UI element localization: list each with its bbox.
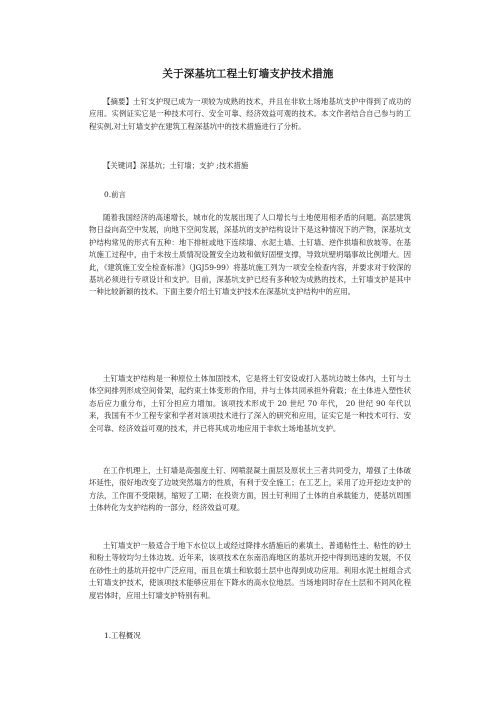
document-title: 关于深基坑工程土钉墙支护技术措施 [162,68,334,80]
body-paragraph: 随着我国经济的高速增长，城市化的发展出现了人口增长与土地使用相矛盾的问题。高层建筑物日益向高空中发展，向地下空间发展，深基坑的支护结构设计下是这种情况下的产物，深基坑支护结构常见的形式有五种：地下排桩或地下连续墙、水泥土墙、土钉墙、逆作拱墙和放坡等。在基坑施工过程中，由于未按土质情况设置安全边坡和做好固壁支撑，导致坑壁坍塌事故比例增大。因此，《建筑施工安全检查标准》（JGJ59-99）将基坑施工列为一项安全检查内容，并要求对于较深的基坑必须进行专项设计和支护。目前，深基坑支护已经有多种较为成熟的技术，土钉墙支护是其中一种比较新颖的技术。下面主要介绍土钉墙支护技术在深基坑支护结构中的应用。 [89,213,411,297]
section-heading-intro: 0.前言 [104,190,126,199]
keywords-line: 【关键词】深基坑；土钉墙；支护 ;技术措施 [103,161,249,170]
body-paragraph: 土钉墙支护一般适合于地下水位以上或经过降排水措施后的素填土、普通粘性土、粘性的砂土和粉土等较均匀土体边坡。近年来，该项技术在东南沿海地区的基坑开挖中得到迅速的发展，不仅在砂性土的基坑开挖中广泛应用，而且在填土和软弱土层中也得到成功应用。利用水泥土桩组合式土钉墙支护技术，使该项技术能够应用在下降水的高水位地层。当场地同时存在土层和不同风化程度岩体时，应用土钉墙支护特别有利。 [89,541,411,600]
section-heading-1: 1.工程概况 [104,631,141,640]
body-paragraph: 在工作机理上，土钉墙是高强度土钉、网喷混凝土面层及原状土三者共同受力，增强了土体破坏延性，很好地改变了边坡突然塌方的性质，有利于安全施工；在工艺上，采用了边开挖边支护的方法，工作面不受限制，缩短了工期；在投资方面，因土钉利用了土体的自承载能力，使基坑周围土体转化为支护结构的一部分，经济效益可观。 [89,466,411,513]
body-paragraph: 土钉墙支护结构是一种原位土体加固技术，它是将土钉安设或打入基坑边坡土体内，土钉与土体空间排列形成空间骨架，起约束土体变形的作用，并与土体共同承担外荷载；在土体进入塑性状态后应力重分布，土钉分担应力增加。该项技术形成于 20 世纪 70 年代， 20 世纪 90 年代以来，我国有不少工程专家和学者对该项技术进行了深入的研究和应用，证实它是一种技术可行、安全可靠、经济效益可观的技术，并已将其成功地应用于非软土场地基坑支护。 [89,374,411,433]
abstract-paragraph: 【摘要】土钉支护现已成为一项较为成熟的技术，并且在非软土场地基坑支护中得到了成功的应用。实例证实它是一种技术可行、安全可靠、经济效益可观的技术。本文作者结合自己参与的工程实例,对土钉墙支护在建筑工程深基坑中的技术措施进行了分析。 [89,97,411,131]
